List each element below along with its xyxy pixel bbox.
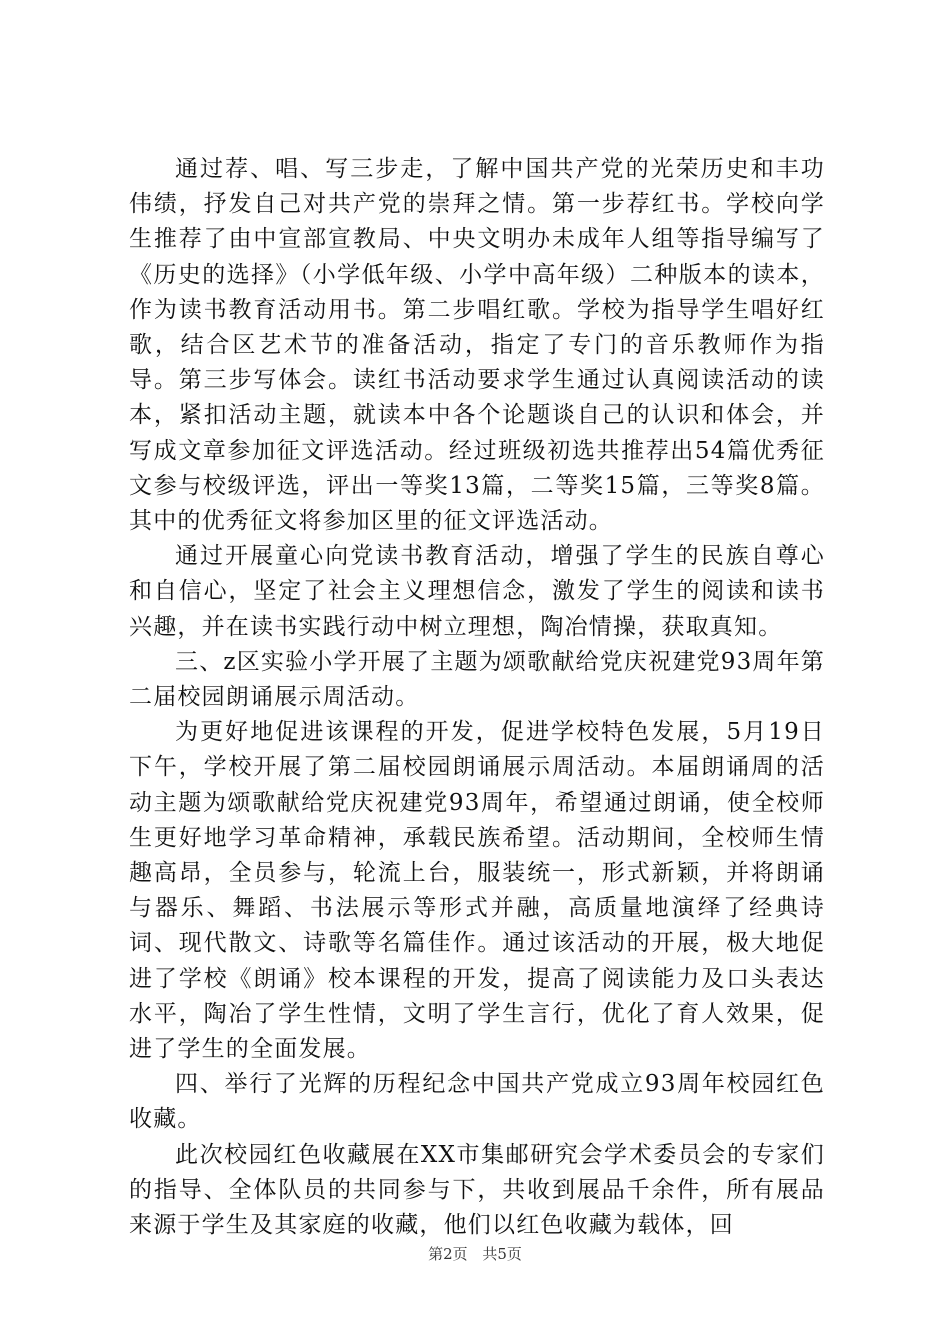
paragraph-red-collection: 此次校园红色收藏展在XX市集邮研究会学术委员会的专家们的指导、全体队员的共同参与下，共收到展品千余件，所有展品来源于学生及其家庭的收藏，他们以红色收藏为载体，回 <box>129 1141 825 1239</box>
document-body <box>129 152 825 1243</box>
total-pages: 共5页 <box>482 1245 522 1263</box>
paragraph-reading-outcome: 通过开展童心向党读书教育活动，增强了学生的民族自尊心和自信心，坚定了社会主义理想信念，激发了学生的阅读和读书兴趣，并在读书实践行动中树立理想，陶冶情操，获取真知。 <box>129 543 825 640</box>
section-heading-recitation-week: 三、z区实验小学开展了主题为颂歌献给党庆祝建党93周年第二届校园朗诵展示周活动。 <box>129 648 825 711</box>
section-heading-red-collection: 四、举行了光辉的历程纪念中国共产党成立93周年校园红色收藏。 <box>129 1071 825 1133</box>
page-number: 第2页 <box>428 1245 468 1263</box>
page-footer <box>0 1243 950 1264</box>
paragraph-recommend-sing-write: 通过荐、唱、写三步走，了解中国共产党的光荣历史和丰功伟绩，抒发自己对共产党的崇拜之情。第一步荐红书。学校向学生推荐了由中宣部宣教局、中央文明办未成年人组等指导编写了《历史的选择》（小学低年级、小学中高年级）二种版本的读本，作为读书教育活动用书。第二步唱红歌。学校为指导学生唱好红歌，结合区艺术节的准备活动，指定了专门的音乐教师作为指导。第三步写体会。读红书活动要求学生通过认真阅读活动的读本，紧扣活动主题，就读本中各个论题谈自己的认识和体会，并写成文章参加征文评选活动。经过班级初选共推荐出54篇优秀征文参与校级评选，评出一等奖13篇，二等奖15篇，三等奖8篇。其中的优秀征文将参加区里的征文评选活动。 <box>129 156 825 535</box>
paragraph-recitation-week: 为更好地促进该课程的开发，促进学校特色发展，5月19日下午，学校开展了第二届校园朗诵展示周活动。本届朗诵周的活动主题为颂歌献给党庆祝建党93周年，希望通过朗诵，使全校师生更好地学习革命精神，承载民族希望。活动期间，全校师生情趣高昂，全员参与，轮流上台，服装统一，形式新颖，并将朗诵与器乐、舞蹈、书法展示等形式并融，高质量地演绎了经典诗词、现代散文、诗歌等名篇佳作。通过该活动的开展，极大地促进了学校《朗诵》校本课程的开发，提高了阅读能力及口头表达水平，陶冶了学生性情，文明了学生言行，优化了育人效果，促进了学生的全面发展。 <box>129 719 825 1063</box>
